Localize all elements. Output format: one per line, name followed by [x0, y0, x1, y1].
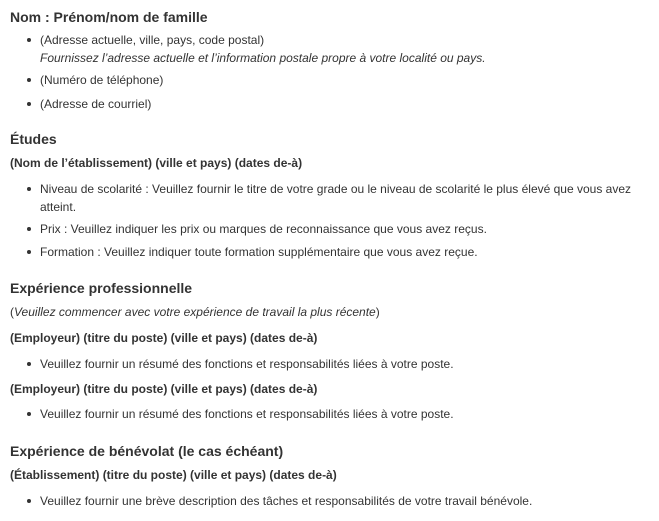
bullet-icon [27, 412, 31, 416]
experience-heading: Expérience professionnelle [10, 280, 193, 296]
list-item [10, 355, 655, 373]
list-item [10, 95, 655, 113]
volunteer-subheading: (Établissement) (titre du poste) (ville et pays) (dates de-à) [10, 468, 337, 482]
bullet-icon [27, 227, 31, 231]
bullet-icon [27, 362, 31, 366]
volunteer-description: Veuillez fournir une brève description des tâches et responsabilités de votre travail bénévole. [40, 494, 533, 508]
job-list [10, 405, 655, 423]
volunteer-list [10, 492, 655, 510]
intro-open-paren: ( [10, 305, 14, 319]
list-item [10, 71, 655, 89]
intro-text: Veuillez commencer avec votre expérience de travail la plus récente [14, 305, 376, 319]
list-item [10, 405, 655, 423]
address-note: Fournissez l’adresse actuelle et l’information postale propre à votre localité ou pays. [40, 51, 486, 65]
education-item-awards: Prix : Veuillez indiquer les prix ou marques de reconnaissance que vous avez reçus. [40, 222, 487, 236]
list-item [10, 31, 655, 67]
bullet-icon [27, 187, 31, 191]
education-subheading: (Nom de l’établissement) (ville et pays) (dates de-à) [10, 156, 303, 170]
job-description: Veuillez fournir un résumé des fonctions et responsabilités liées à votre poste. [40, 407, 454, 421]
job-description: Veuillez fournir un résumé des fonctions et responsabilités liées à votre poste. [40, 357, 454, 371]
list-item [10, 180, 655, 216]
job-title: (Employeur) (titre du poste) (ville et pays) (dates de-à) [10, 382, 318, 396]
list-item [10, 220, 655, 238]
job-list [10, 355, 655, 373]
bullet-icon [27, 250, 31, 254]
address-text: (Adresse actuelle, ville, pays, code postal) [40, 33, 265, 47]
contact-list [10, 31, 655, 113]
bullet-icon [27, 102, 31, 106]
education-heading: Études [10, 131, 57, 147]
education-item-training: Formation : Veuillez indiquer toute formation supplémentaire que vous avez reçue. [40, 245, 478, 259]
list-item [10, 243, 655, 261]
email-text: (Adresse de courriel) [40, 97, 152, 111]
intro-close-paren: ) [375, 305, 380, 319]
list-item [10, 492, 655, 510]
education-item-level: Niveau de scolarité : Veuillez fournir le titre de votre grade ou le niveau de scolarité le plus élevé que vous avez atteint. [40, 182, 632, 214]
education-list [10, 180, 655, 261]
bullet-icon [27, 499, 31, 503]
name-heading: Nom : Prénom/nom de famille [10, 9, 208, 25]
volunteer-heading: Expérience de bénévolat (le cas échéant) [10, 443, 284, 459]
job-title: (Employeur) (titre du poste) (ville et pays) (dates de-à) [10, 331, 318, 345]
experience-intro [10, 304, 380, 320]
bullet-icon [27, 78, 31, 82]
bullet-icon [27, 38, 31, 42]
phone-text: (Numéro de téléphone) [40, 73, 164, 87]
